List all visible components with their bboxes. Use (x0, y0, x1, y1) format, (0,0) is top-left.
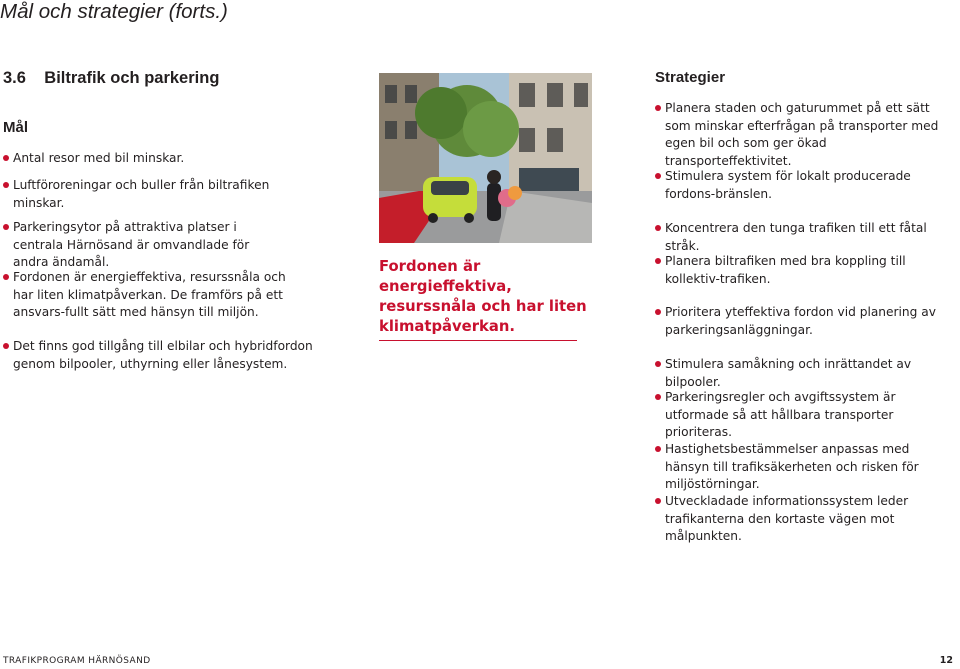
strategy-item: Planera staden och gaturummet på ett sätt som minskar efterfrågan på transporter med egen bil och som ger ökad transporteffektivitet. (655, 100, 953, 170)
goal-item: Fordonen är energieffektiva, resurssnåla och har liten klimatpåverkan. De framförs på ett ansvars-fullt sätt med hänsyn till miljön. (3, 269, 295, 322)
strategy-item: Stimulera system för lokalt producerade fordons-bränslen. (655, 168, 953, 203)
strategy-item: Parkeringsregler och avgiftssystem är utformade så att hållbara transporter prioriteras. (655, 389, 957, 442)
goal-item: Luftföroreningar och buller från biltrafiken minskar. (3, 177, 313, 212)
bullet-icon (655, 498, 661, 504)
goal-item: Det finns god tillgång till elbilar och hybridfordon genom bilpooler, uthyrning eller lånesystem. (3, 338, 313, 373)
bullet-icon (655, 394, 661, 400)
goal-item: Antal resor med bil minskar. (3, 150, 313, 168)
page-title: Mål och strategier (forts.) (0, 0, 228, 23)
bullet-icon (655, 446, 661, 452)
bullet-icon (3, 274, 9, 280)
strategies-heading: Strategier (655, 69, 726, 86)
goal-item: Parkeringsytor på attraktiva platser i centrala Härnösand är omvandlade för andra ändamål. (3, 219, 281, 272)
pull-quote: Fordonen är energieffektiva, resurssnåla och har liten klimatpåverkan. (379, 258, 587, 335)
bullet-icon (655, 105, 661, 111)
strategy-item: Planera biltrafiken med bra koppling till kollektiv-trafiken. (655, 253, 953, 288)
strategy-item: Utveckladade informationssystem leder trafikanterna den kortaste vägen mot målpunkten. (655, 493, 957, 546)
strategy-item: Hastighetsbestämmelser anpassas med hänsyn till trafiksäkerheten och risken för miljöstörningar. (655, 441, 957, 494)
goals-heading: Mål (3, 119, 29, 136)
bullet-icon (3, 155, 9, 161)
bullet-icon (3, 224, 9, 230)
page-number: 12 (939, 655, 953, 666)
bullet-icon (655, 309, 661, 315)
bullet-icon (3, 182, 9, 188)
bullet-icon (3, 343, 9, 349)
strategy-item: Koncentrera den tunga trafiken till ett fåtal stråk. (655, 220, 953, 255)
section-heading: 3.6 Biltrafik och parkering (3, 69, 220, 87)
footer-document-title: TRAFIKPROGRAM HÄRNÖSAND (3, 656, 151, 666)
strategy-item: Stimulera samåkning och inrättandet av bilpooler. (655, 356, 953, 391)
bullet-icon (655, 258, 661, 264)
bullet-icon (655, 225, 661, 231)
street-photo (379, 73, 592, 243)
bullet-icon (655, 361, 661, 367)
quote-divider (379, 340, 577, 341)
strategy-item: Prioritera yteffektiva fordon vid planering av parkeringsanläggningar. (655, 304, 953, 339)
bullet-icon (655, 173, 661, 179)
